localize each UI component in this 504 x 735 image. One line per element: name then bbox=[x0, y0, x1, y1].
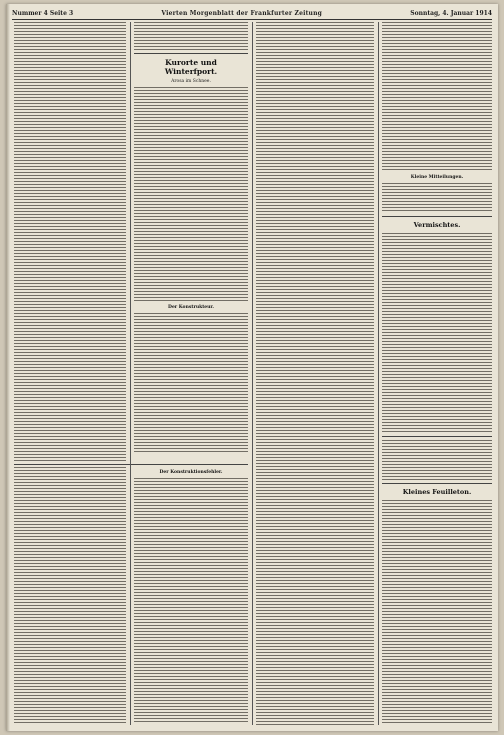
column-2-lower-heading: Der Konstruktionsfehler. bbox=[159, 470, 223, 475]
column-4-top-text bbox=[382, 22, 492, 172]
lower-section-rule bbox=[14, 464, 248, 465]
column-rule-3 bbox=[378, 22, 379, 725]
column-3 bbox=[256, 22, 374, 725]
right-heading-2: Vermischtes. bbox=[413, 221, 461, 229]
column-4-rule-1 bbox=[382, 216, 492, 217]
column-1-text bbox=[14, 22, 126, 462]
column-2-body-text-2 bbox=[134, 313, 248, 453]
column-4-text-5 bbox=[382, 500, 492, 725]
column-2-lower bbox=[134, 467, 248, 725]
column-2-top-text bbox=[134, 22, 248, 50]
column-2-body-text bbox=[134, 87, 248, 302]
column-rule-2 bbox=[252, 22, 253, 725]
newspaper-page bbox=[6, 4, 498, 731]
column-2-second-heading: Der Konstrukteur. bbox=[168, 305, 214, 310]
header-right: Sonntag, 4. Januar 1914 bbox=[410, 9, 492, 17]
column-2-rule bbox=[134, 53, 248, 54]
column-3-text bbox=[256, 22, 374, 725]
column-4 bbox=[382, 22, 492, 725]
column-2-lower-text bbox=[134, 478, 248, 723]
column-4-text-3 bbox=[382, 233, 492, 433]
right-heading-1: Kleine Mitteilungen. bbox=[410, 175, 464, 180]
section-subtitle: Arosa im Schnee. bbox=[171, 79, 211, 84]
header-rule bbox=[12, 19, 492, 20]
column-1-upper bbox=[14, 22, 126, 462]
section-title bbox=[134, 58, 248, 76]
right-heading-3: Kleines Feuilleton. bbox=[402, 488, 472, 496]
header-center: Vierten Morgenblatt der Frankfurter Zeitung bbox=[161, 9, 323, 17]
header-left: Nummer 4 Seite 3 bbox=[12, 9, 74, 17]
binding-shadow bbox=[6, 4, 10, 731]
column-4-rule-2 bbox=[382, 436, 492, 437]
column-1-lower-text bbox=[14, 467, 126, 725]
column-2 bbox=[134, 22, 248, 462]
page-header bbox=[12, 8, 492, 18]
section-title-line-2: Winterfport. bbox=[164, 67, 218, 76]
column-1-lower bbox=[14, 467, 126, 725]
section-title-line-1: Kurorte und bbox=[165, 58, 217, 67]
column-4-text-2 bbox=[382, 183, 492, 213]
column-4-text-4 bbox=[382, 440, 492, 480]
column-rule-1 bbox=[130, 22, 131, 725]
column-4-rule-3 bbox=[382, 483, 492, 484]
